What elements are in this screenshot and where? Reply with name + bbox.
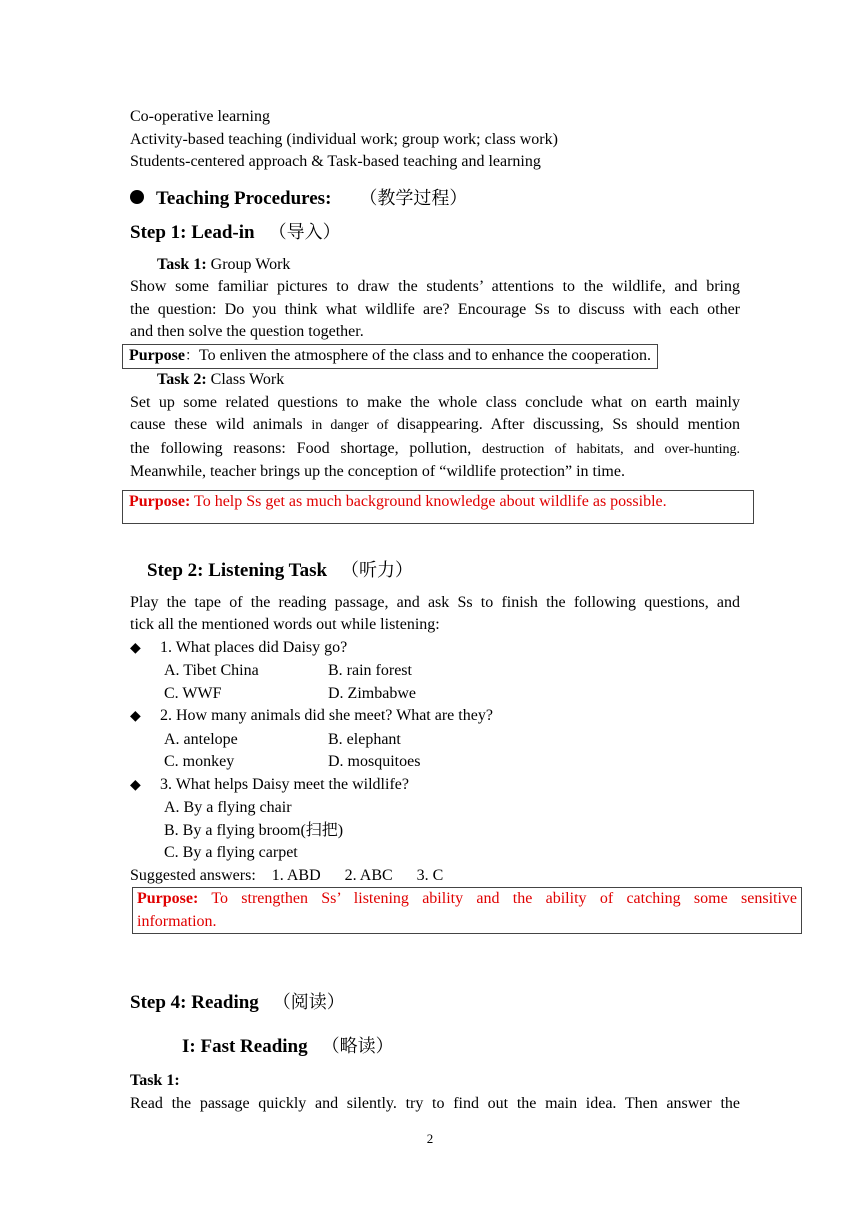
question-2: ◆ 2. How many animals did she meet? What are they?: [130, 705, 740, 729]
approach-line: Students-centered approach & Task-based teaching and learning: [130, 153, 541, 170]
paragraph-line: and then solve the question together.: [130, 323, 364, 340]
paragraph-line: the question: Do you think what wildlife are? Encourage Ss to discuss with each other: [130, 300, 740, 318]
option-row: A. antelope B. elephant: [164, 730, 401, 748]
step2-heading: Step 2: Listening Task （听力）: [147, 559, 414, 581]
diamond-bullet-icon: ◆: [130, 709, 141, 724]
option-row: A. By a flying chair: [164, 799, 292, 816]
purpose-box-2: Purpose: To help Ss get as much background knowledge about wildlife as possible.: [122, 490, 754, 524]
approach-line: Activity-based teaching (individual work; group work; class work): [130, 130, 558, 148]
question-1: ◆ 1. What places did Daisy go?: [130, 637, 740, 661]
paragraph-line: Meanwhile, teacher brings up the conception of “wildlife protection” in time.: [130, 463, 625, 480]
document-body: [129, 106, 797, 1115]
paragraph-line: Show some familiar pictures to draw the students’ attentions to the wildlife, and bring: [130, 278, 740, 295]
paragraph-line: tick all the mentioned words out while listening:: [130, 616, 440, 633]
step1-task1: Task 1: Group Work: [157, 255, 291, 273]
step1-heading: Step 1: Lead-in （导入）: [130, 221, 341, 243]
option-row: C. By a flying carpet: [164, 844, 298, 861]
paragraph-line: the following reasons: Food shortage, pollution, destruction of habitats, and over-hunting.: [130, 439, 740, 457]
option-row: B. By a flying broom(扫把): [164, 821, 344, 839]
approach-line: Co-operative learning: [130, 108, 270, 125]
purpose-box-3: Purpose: To strengthen Ss’ listening ability and the ability of catching some sensitive information.: [132, 887, 802, 934]
step1-task2: Task 2: Class Work: [157, 371, 285, 388]
bullet-dot-icon: [130, 190, 144, 204]
option-row: A. Tibet China B. rain forest: [164, 662, 412, 679]
purpose-box-1: Purpose：To enliven the atmosphere of the class and to enhance the cooperation.: [122, 344, 658, 370]
fast-reading-heading: I: Fast Reading （略读）: [182, 1036, 394, 1057]
paragraph-line: Read the passage quickly and silently. try to find out the main idea. Then answer the: [130, 1094, 740, 1112]
procedures-heading: Teaching Procedures: （教学过程）: [130, 186, 740, 212]
option-row: C. WWF D. Zimbabwe: [164, 684, 416, 702]
suggested-answers: Suggested answers: 1. ABD 2. ABC 3. C: [130, 866, 444, 884]
page-number: 2: [426, 1131, 434, 1146]
paragraph-line: Set up some related questions to make the whole class conclude what on earth mainly: [130, 393, 740, 411]
paragraph-line: Play the tape of the reading passage, and ask Ss to finish the following questions, and: [130, 593, 740, 611]
option-row: C. monkey D. mosquitoes: [164, 753, 421, 770]
diamond-bullet-icon: ◆: [130, 640, 141, 656]
step4-task1: Task 1:: [130, 1072, 180, 1089]
question-3: ◆ 3. What helps Daisy meet the wildlife?: [130, 774, 740, 798]
step4-heading: Step 4: Reading （阅读）: [130, 992, 345, 1013]
paragraph-line: cause these wild animals in danger of disappearing. After discussing, Ss should mention: [130, 416, 741, 433]
diamond-bullet-icon: ◆: [130, 777, 141, 793]
